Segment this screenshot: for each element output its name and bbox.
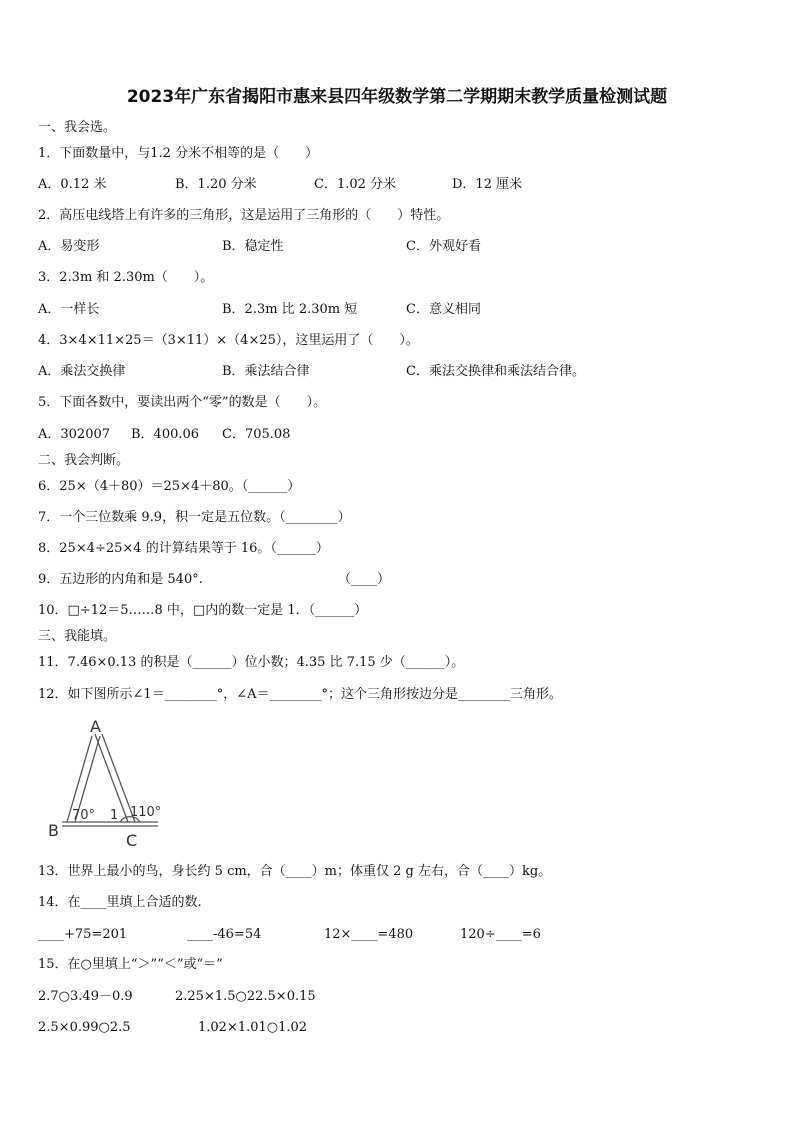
vertex-label-b: B (48, 821, 59, 840)
question-2-option-b: B．稳定性 (222, 239, 284, 254)
question-14-expr-1: ____+75=201 (38, 927, 128, 942)
question-15-expr-4: 1.02×1.01○1.02 (198, 1020, 308, 1035)
question-5-option-b: B．400.06 (131, 427, 200, 442)
section-heading-fill: 三、我能填。 (38, 629, 117, 644)
question-2-stem: 2．高压电线塔上有许多的三角形，这是运用了三角形的（ ）特性。 (38, 208, 450, 223)
question-15-expr-2: 2.25×1.5○22.5×0.15 (175, 989, 316, 1004)
question-5-option-a: A．302007 (38, 427, 111, 442)
section-heading-judge: 二、我会判断。 (38, 453, 130, 468)
question-3-option-c: C．意义相同 (406, 302, 481, 317)
question-14-expr-2: ____-46=54 (187, 927, 262, 942)
question-9-stem: 9．五边形的内角和是 540°. (38, 572, 203, 587)
exterior-angle-label: 110° (130, 805, 162, 820)
question-2-option-a: A．易变形 (38, 239, 100, 254)
question-15-expr-3: 2.5×0.99○2.5 (38, 1020, 131, 1035)
question-11: 11．7.46×0.13 的积是（______）位小数；4.35 比 7.15 少（______）。 (38, 655, 465, 670)
question-4-option-b: B．乘法结合律 (222, 364, 310, 379)
question-1-option-a: A．0.12 米 (38, 177, 107, 192)
section-heading-choice: 一、我会选。 (38, 120, 117, 135)
question-14-expr-4: 120÷____=6 (460, 927, 541, 942)
page-title: 2023年广东省揭阳市惠来县四年级数学第二学期期末教学质量检测试题 (126, 87, 668, 107)
vertex-label-c: C (126, 831, 138, 850)
question-8: 8．25×4÷25×4 的计算结果等于 16。（______） (38, 541, 329, 556)
question-12: 12．如下图所示∠1＝________°，∠A＝________°；这个三角形按边分是________三角形。 (38, 687, 562, 702)
question-6: 6．25×（4＋80）＝25×4＋80。（______） (38, 479, 301, 494)
question-1-option-c: C．1.02 分米 (314, 177, 397, 192)
question-4-option-c: C．乘法交换律和乘法结合律。 (406, 364, 585, 379)
question-15-expr-1: 2.7○3.49－0.9 (38, 989, 133, 1004)
question-4-stem: 4．3×4×11×25＝（3×11）×（4×25），这里运用了（ ）。 (38, 333, 419, 348)
vertex-label-a: A (90, 717, 101, 736)
triangle-figure (40, 712, 180, 854)
question-13: 13．世界上最小的鸟，身长约 5 cm，合（____）m；体重仅 2 g 左右，合（____）kg。 (38, 864, 552, 879)
question-9-blank: （____） (338, 572, 391, 587)
question-14-expr-3: 12×____=480 (324, 927, 414, 942)
question-4-option-a: A．乘法交换律 (38, 364, 126, 379)
question-5-stem: 5．下面各数中，要读出两个“零”的数是（ ）。 (38, 395, 327, 410)
question-15-stem: 15．在○里填上“＞”“＜”或“＝” (38, 957, 223, 972)
question-1-option-d: D．12 厘米 (452, 177, 523, 192)
question-1-option-b: B．1.20 分米 (175, 177, 257, 192)
question-3-stem: 3．2.3m 和 2.30m（ ）。 (38, 270, 214, 285)
angle-b-label: 70° (72, 808, 96, 823)
question-3-option-a: A．一样长 (38, 302, 100, 317)
question-7: 7．一个三位数乘 9.9，积一定是五位数。（________） (38, 510, 351, 525)
question-14-stem: 14．在____里填上合适的数. (38, 895, 202, 910)
question-3-option-b: B．2.3m 比 2.30m 短 (222, 302, 358, 317)
question-1-stem: 1．下面数量中，与1.2 分米不相等的是（ ） (38, 146, 319, 161)
question-5-option-c: C．705.08 (222, 427, 291, 442)
question-10: 10．□÷12＝5……8 中，□内的数一定是 1．（______） (38, 603, 368, 618)
question-2-option-c: C．外观好看 (406, 239, 481, 254)
angle-1-label: 1 (110, 808, 119, 823)
